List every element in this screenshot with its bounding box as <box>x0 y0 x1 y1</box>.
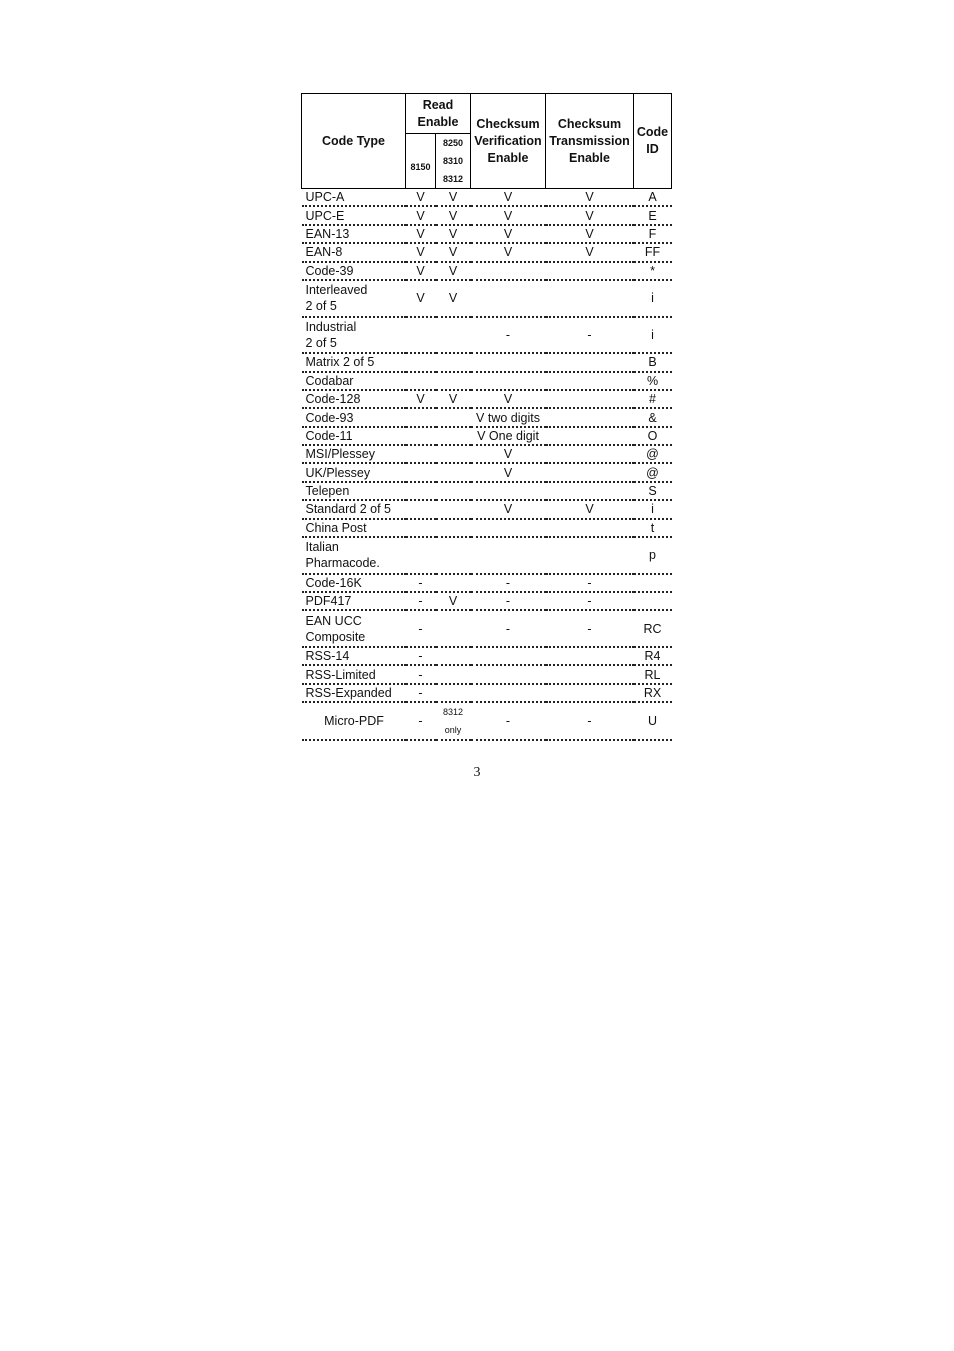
cell-checksum-transmission: - <box>546 702 634 740</box>
cell-code-type: EAN UCC Composite <box>302 610 406 647</box>
cell-read-8250 <box>436 665 471 683</box>
cell-checksum-verification: V <box>471 390 546 408</box>
cell-code-type: Interleaved 2 of 5 <box>302 280 406 317</box>
cell-checksum-verification <box>471 647 546 665</box>
cell-checksum-transmission: V <box>546 500 634 518</box>
cell-code-id: A <box>634 189 672 207</box>
cell-read-8150 <box>406 537 436 574</box>
cell-code-id: F <box>634 225 672 243</box>
cell-read-8150: - <box>406 665 436 683</box>
cell-code-id: @ <box>634 445 672 463</box>
cell-checksum-transmission: V <box>546 225 634 243</box>
cell-code-type: PDF417 <box>302 592 406 610</box>
cell-code-type: Micro-PDF <box>302 702 406 740</box>
cell-read-8150 <box>406 372 436 390</box>
header-model-8150: 8150 <box>406 134 436 189</box>
cell-checksum-verification: - <box>471 610 546 647</box>
cell-checksum-verification <box>471 665 546 683</box>
cell-read-8150 <box>406 353 436 371</box>
cell-read-8250 <box>436 537 471 574</box>
cell-code-type: Code-93 <box>302 408 406 426</box>
header-checksum-verification-text: Checksum Verification Enable <box>474 116 542 165</box>
cell-note: 8312 only <box>442 707 464 736</box>
cell-checksum-verification: - <box>471 574 546 592</box>
cell-read-8150 <box>406 482 436 500</box>
cell-read-8250 <box>436 684 471 702</box>
cell-code-id <box>634 592 672 610</box>
cell-code-id: @ <box>634 463 672 481</box>
table-row <box>302 702 672 740</box>
table-row <box>302 390 672 408</box>
cell-read-8150 <box>406 408 436 426</box>
cell-code-id: RC <box>634 610 672 647</box>
cell-code-type: RSS-Expanded <box>302 684 406 702</box>
cell-code-id: O <box>634 427 672 445</box>
header-code-type: Code Type <box>302 94 406 189</box>
table-row <box>302 665 672 683</box>
cell-checksum-transmission: - <box>546 574 634 592</box>
cell-read-8150: - <box>406 610 436 647</box>
cell-read-8150: V <box>406 262 436 280</box>
cell-read-8150: V <box>406 280 436 317</box>
cell-checksum-transmission <box>546 390 634 408</box>
cell-checksum-verification: V One digit <box>471 427 546 445</box>
cell-read-8250 <box>436 463 471 481</box>
cell-code-id: E <box>634 206 672 224</box>
cell-code-id: i <box>634 317 672 354</box>
table-row <box>302 647 672 665</box>
cell-code-type: EAN-8 <box>302 243 406 261</box>
cell-checksum-verification: V <box>471 189 546 207</box>
header-read-enable <box>406 94 471 134</box>
cell-checksum-verification: - <box>471 702 546 740</box>
cell-code-id: # <box>634 390 672 408</box>
cell-code-type: China Post <box>302 519 406 537</box>
cell-checksum-transmission <box>546 445 634 463</box>
cell-checksum-transmission <box>546 372 634 390</box>
table-row <box>302 482 672 500</box>
cell-code-type: RSS-Limited <box>302 665 406 683</box>
cell-checksum-transmission <box>546 684 634 702</box>
cell-read-8150: V <box>406 206 436 224</box>
cell-read-8150 <box>406 500 436 518</box>
table-row <box>302 574 672 592</box>
table-row <box>302 537 672 574</box>
code-type-table <box>301 93 672 741</box>
table-row <box>302 610 672 647</box>
header-read-enable-text: Read Enable <box>417 97 459 129</box>
page-number: 3 <box>473 765 481 780</box>
cell-checksum-verification <box>471 519 546 537</box>
cell-checksum-verification: V <box>471 225 546 243</box>
table-body <box>302 189 672 741</box>
cell-read-8150 <box>406 463 436 481</box>
table-row <box>302 463 672 481</box>
header-model-8250-8310-8312 <box>436 134 471 189</box>
cell-read-8150 <box>406 519 436 537</box>
cell-read-8250: V <box>436 225 471 243</box>
cell-checksum-verification <box>471 482 546 500</box>
cell-code-id: & <box>634 408 672 426</box>
cell-code-id: R4 <box>634 647 672 665</box>
cell-read-8250: V <box>436 280 471 317</box>
cell-code-type: Standard 2 of 5 <box>302 500 406 518</box>
cell-code-type: UPC-A <box>302 189 406 207</box>
cell-checksum-transmission: - <box>546 592 634 610</box>
cell-read-8250 <box>436 427 471 445</box>
header-code-id-text: Code ID <box>636 125 669 156</box>
cell-checksum-verification <box>471 372 546 390</box>
table-row <box>302 280 672 317</box>
cell-code-id: % <box>634 372 672 390</box>
cell-checksum-verification: V <box>471 206 546 224</box>
cell-read-8250 <box>436 372 471 390</box>
table-row <box>302 592 672 610</box>
table-row <box>302 225 672 243</box>
cell-read-8150 <box>406 445 436 463</box>
cell-code-type: Code-39 <box>302 262 406 280</box>
cell-read-8250 <box>436 574 471 592</box>
cell-code-id: RL <box>634 665 672 683</box>
header-model-8250-text: 8250 8310 8312 <box>442 138 464 184</box>
header-checksum-transmission <box>546 94 634 189</box>
cell-checksum-verification: V <box>471 463 546 481</box>
cell-read-8150 <box>406 317 436 354</box>
cell-code-type: Code-11 <box>302 427 406 445</box>
cell-checksum-verification: V <box>471 243 546 261</box>
cell-checksum-verification: - <box>471 317 546 354</box>
cell-read-8150 <box>406 427 436 445</box>
cell-code-type: EAN-13 <box>302 225 406 243</box>
cell-code-id: B <box>634 353 672 371</box>
header-code-id <box>634 94 672 189</box>
cell-read-8250: V <box>436 243 471 261</box>
cell-code-type: Codabar <box>302 372 406 390</box>
cell-checksum-transmission <box>546 665 634 683</box>
cell-read-8250 <box>436 445 471 463</box>
table-row <box>302 500 672 518</box>
table-row <box>302 684 672 702</box>
cell-read-8250: V <box>436 189 471 207</box>
cell-checksum-transmission: - <box>546 317 634 354</box>
cell-checksum-transmission <box>546 280 634 317</box>
cell-read-8250 <box>436 519 471 537</box>
cell-checksum-transmission: - <box>546 610 634 647</box>
cell-checksum-transmission <box>546 519 634 537</box>
cell-code-type: Code-16K <box>302 574 406 592</box>
cell-checksum-verification <box>471 537 546 574</box>
cell-code-type: UPC-E <box>302 206 406 224</box>
cell-read-8150: V <box>406 189 436 207</box>
cell-code-id <box>634 574 672 592</box>
cell-checksum-transmission <box>546 482 634 500</box>
table-row <box>302 206 672 224</box>
cell-code-type: MSI/Plessey <box>302 445 406 463</box>
table-row <box>302 243 672 261</box>
cell-read-8250 <box>436 500 471 518</box>
table-row <box>302 445 672 463</box>
cell-read-8150: - <box>406 592 436 610</box>
cell-code-type: Matrix 2 of 5 <box>302 353 406 371</box>
cell-read-8150: V <box>406 243 436 261</box>
cell-checksum-verification <box>471 684 546 702</box>
cell-checksum-transmission <box>546 537 634 574</box>
table-row <box>302 189 672 207</box>
cell-read-8250 <box>436 647 471 665</box>
cell-code-type: Italian Pharmacode. <box>302 537 406 574</box>
cell-read-8150: - <box>406 702 436 740</box>
header-checksum-verification <box>471 94 546 189</box>
cell-read-8150: - <box>406 647 436 665</box>
cell-code-id: i <box>634 500 672 518</box>
cell-code-id: * <box>634 262 672 280</box>
cell-read-8250: V <box>436 262 471 280</box>
cell-read-8150: V <box>406 390 436 408</box>
cell-read-8150: V <box>406 225 436 243</box>
cell-checksum-transmission <box>546 427 634 445</box>
cell-checksum-transmission <box>546 408 634 426</box>
cell-code-type: RSS-14 <box>302 647 406 665</box>
cell-code-type: Telepen <box>302 482 406 500</box>
header-checksum-transmission-text: Checksum Transmission Enable <box>549 116 630 165</box>
cell-read-8150: - <box>406 574 436 592</box>
cell-code-id: p <box>634 537 672 574</box>
cell-checksum-verification <box>471 280 546 317</box>
table-header <box>302 94 672 189</box>
cell-read-8250 <box>436 353 471 371</box>
cell-checksum-verification: - <box>471 592 546 610</box>
cell-code-id: S <box>634 482 672 500</box>
cell-read-8250 <box>436 702 471 740</box>
cell-read-8250: V <box>436 390 471 408</box>
cell-read-8250 <box>436 317 471 354</box>
cell-checksum-transmission: V <box>546 206 634 224</box>
cell-checksum-transmission <box>546 463 634 481</box>
table-row <box>302 372 672 390</box>
table-row <box>302 262 672 280</box>
cell-read-8250: V <box>436 592 471 610</box>
cell-code-id: t <box>634 519 672 537</box>
table-row <box>302 353 672 371</box>
cell-read-8250 <box>436 482 471 500</box>
cell-read-8250 <box>436 408 471 426</box>
cell-checksum-verification: V two digits <box>471 408 546 426</box>
cell-code-id: i <box>634 280 672 317</box>
cell-code-id: FF <box>634 243 672 261</box>
cell-read-8250 <box>436 610 471 647</box>
table-row <box>302 427 672 445</box>
cell-checksum-transmission <box>546 647 634 665</box>
cell-checksum-transmission: V <box>546 189 634 207</box>
cell-code-type: Code-128 <box>302 390 406 408</box>
table-row <box>302 519 672 537</box>
cell-code-type: UK/Plessey <box>302 463 406 481</box>
cell-checksum-transmission: V <box>546 243 634 261</box>
cell-code-id: RX <box>634 684 672 702</box>
cell-code-type: Industrial 2 of 5 <box>302 317 406 354</box>
cell-code-id: U <box>634 702 672 740</box>
table-row <box>302 317 672 354</box>
cell-checksum-verification <box>471 353 546 371</box>
cell-checksum-transmission <box>546 353 634 371</box>
cell-checksum-transmission <box>546 262 634 280</box>
cell-read-8250: V <box>436 206 471 224</box>
cell-checksum-verification: V <box>471 445 546 463</box>
table-row <box>302 408 672 426</box>
cell-checksum-verification: V <box>471 500 546 518</box>
cell-checksum-verification <box>471 262 546 280</box>
cell-read-8150: - <box>406 684 436 702</box>
